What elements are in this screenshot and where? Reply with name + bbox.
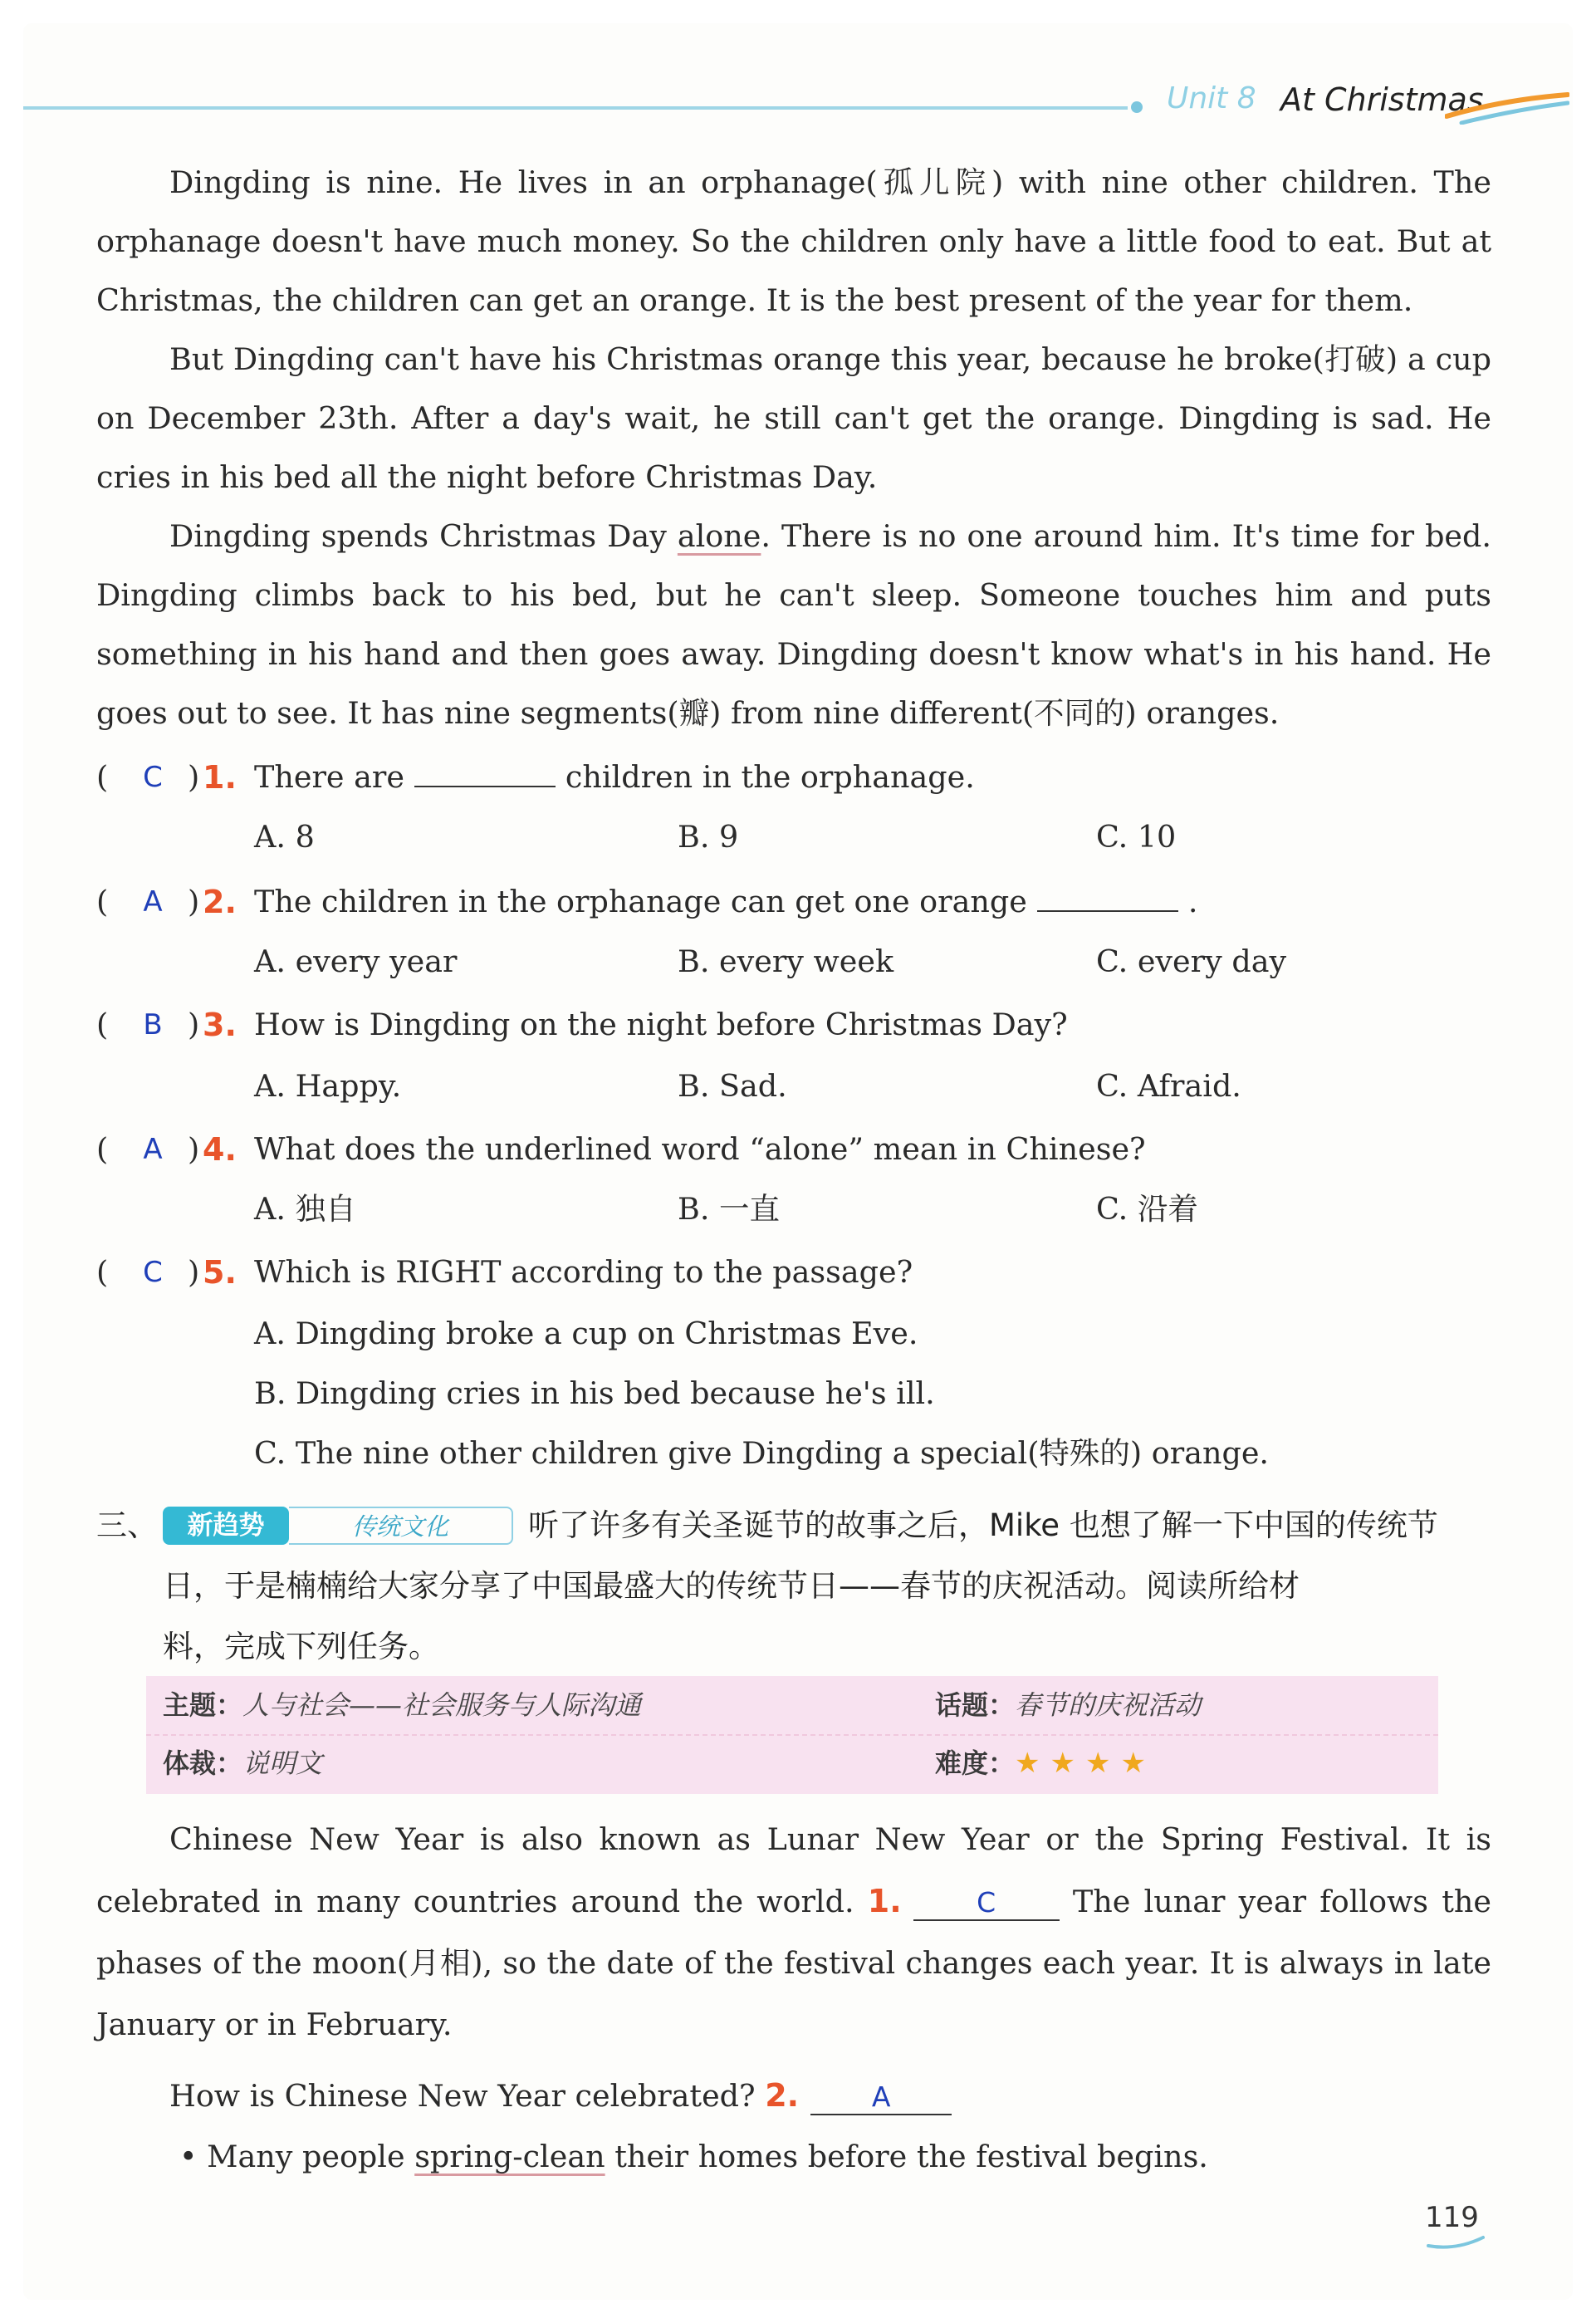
topic-value: 春节的庆祝活动 — [1015, 1689, 1202, 1721]
answer-mark: B — [143, 1008, 163, 1041]
answer-mark: C — [143, 1256, 163, 1289]
subheading-question — [169, 2065, 952, 2127]
option-c: C. 沿着 — [1096, 1191, 1198, 1227]
answer-mark: A — [143, 1133, 163, 1166]
question-text: There are — [254, 759, 404, 795]
passage-paragraph — [96, 1809, 1491, 2056]
question-text: The children in the orphanage can get one orange — [254, 884, 1027, 919]
question-text: children in the orphanage. — [565, 759, 975, 795]
genre-value: 说明文 — [242, 1747, 323, 1779]
difficulty-label: 难度： — [935, 1747, 1016, 1779]
unit-label: Unit 8 — [1167, 81, 1256, 115]
option-b: B. 9 — [678, 819, 739, 855]
question-4: ( A ) 4. What does the underlined word “alone” mean in Chinese? — [96, 1125, 1508, 1174]
question-text: Which is RIGHT according to the passage? — [254, 1254, 913, 1290]
star-icon: ★ — [1015, 1747, 1040, 1780]
header-dot-icon — [1131, 101, 1143, 113]
passage-text: The lunar year follows the phases of the moon(月相), so the date of the festival changes each year. It is always in late January or in February. — [96, 1884, 1491, 2042]
option-c: C. 10 — [1096, 819, 1177, 855]
question-text: How is Dingding on the night before Christmas Day? — [254, 1007, 1068, 1042]
option-b: B. every week — [678, 943, 894, 979]
star-icon: ★ — [1120, 1747, 1146, 1780]
answer-blank: A — [810, 2080, 952, 2115]
passage-paragraph — [96, 507, 1491, 742]
topic-label: 话题： — [935, 1689, 1016, 1721]
question-3: ( B ) 3. How is Dingding on the night before Christmas Day? — [96, 1000, 1508, 1050]
passage-text: Dingding spends Christmas Day — [169, 518, 678, 554]
reading-passage — [96, 153, 1491, 742]
answer-mark: C — [143, 761, 163, 794]
passage-text: . There is no one around him. It's time for bed. Dingding climbs back to his bed, but he can't sleep. Someone touches him and puts something in his hand and then goes away. Dingding doesn't know what's in his hand. He goes out to see. It has nine segments(瓣) from nine different(不同的) oranges. — [96, 518, 1492, 731]
passage-text: • Many people — [179, 2139, 415, 2174]
info-row-1 — [163, 1676, 1417, 1734]
option-a: A. Happy. — [254, 1068, 402, 1104]
tag-traditional-culture: 传统文化 — [289, 1507, 513, 1545]
option-a: A. Dingding broke a cup on Christmas Eve. — [254, 1316, 918, 1351]
option-a: A. every year — [254, 943, 458, 979]
instruction-line: 日，于是楠楠给大家分享了中国最盛大的传统节日——春节的庆祝活动。阅读所给材 — [163, 1568, 1300, 1604]
answer-blank: C — [913, 1886, 1060, 1921]
question-number: 1. — [203, 759, 237, 796]
star-icon: ★ — [1050, 1747, 1075, 1780]
question-number: 4. — [203, 1131, 237, 1168]
question-1: ( C ) 1. There are children in the orphanage. — [96, 752, 1508, 802]
answer-mark: A — [143, 885, 163, 919]
tag-new-trend: 新趋势 — [163, 1507, 289, 1545]
instruction-line: 料，完成下列任务。 — [163, 1629, 439, 1664]
section-number: 三、 — [96, 1507, 158, 1543]
theme-value: 人与社会——社会服务与人际沟通 — [242, 1689, 642, 1721]
question-number: 2. — [203, 884, 237, 920]
question-text: What does the underlined word “alone” mean in Chinese? — [254, 1131, 1146, 1167]
instruction-line: 听了许多有关圣诞节的故事之后，Mike 也想了解一下中国的传统节 — [528, 1507, 1438, 1543]
passage-text: their homes before the festival begins. — [605, 2139, 1208, 2174]
question-number: 5. — [203, 1254, 237, 1291]
option-b: B. Dingding cries in his bed because he's ill. — [254, 1375, 935, 1411]
genre-label: 体裁： — [163, 1747, 243, 1779]
blank-number: 1. — [867, 1883, 902, 1919]
question-5: ( C ) 5. Which is RIGHT according to the passage? — [96, 1247, 1508, 1297]
theme-label: 主题： — [163, 1689, 243, 1721]
underlined-word: alone — [677, 518, 761, 554]
option-c: C. every day — [1096, 943, 1287, 979]
blank-number: 2. — [765, 2077, 800, 2114]
star-icon: ★ — [1084, 1747, 1111, 1780]
passage-paragraph: Dingding is nine. He lives in an orphanage(孤儿院) with nine other children. The orphanage doesn't have much money. So the children only have a little food to eat. But at Christmas, the children can get an orange. It is the best present of the year for them. — [96, 164, 1491, 318]
question-text: . — [1187, 884, 1198, 919]
answer-blank — [414, 756, 556, 787]
passage-paragraph: But Dingding can't have his Christmas orange this year, because he broke(打破) a cup on December 23th. After a day's wait, he still can't get the orange. Dingding is sad. He cries in his bed all the night before Christmas Day. — [96, 341, 1491, 495]
answer-blank — [1037, 880, 1178, 912]
difficulty-stars — [1015, 1747, 1156, 1779]
option-a: A. 8 — [254, 819, 315, 855]
swoosh-icon — [1427, 2234, 1485, 2251]
unit-title: At Christmas — [1280, 81, 1484, 118]
page-number: 119 — [1425, 2201, 1479, 2234]
bullet-item — [179, 2126, 1208, 2188]
info-row-2 — [163, 1734, 1417, 1792]
option-b: B. Sad. — [678, 1068, 787, 1104]
question-2: ( A ) 2. The children in the orphanage can get one orange . — [96, 877, 1508, 927]
passage-text: How is Chinese New Year celebrated? — [169, 2078, 756, 2114]
option-c: C. Afraid. — [1096, 1068, 1241, 1104]
option-c: C. The nine other children give Dingding a special(特殊的) orange. — [254, 1435, 1270, 1471]
passage-text: Chinese New Year is also known as Lunar New Year or the Spring Festival. It is celebrated in many countries around the world. — [96, 1821, 1491, 1919]
question-number: 3. — [203, 1007, 237, 1043]
option-a: A. 独自 — [254, 1191, 356, 1227]
swoosh-icon — [1445, 91, 1569, 125]
option-b: B. 一直 — [678, 1191, 781, 1227]
underlined-word: spring-clean — [414, 2139, 605, 2174]
reading-passage-2 — [96, 1809, 1491, 2056]
info-box — [146, 1676, 1438, 1794]
header-rule — [23, 106, 1128, 110]
